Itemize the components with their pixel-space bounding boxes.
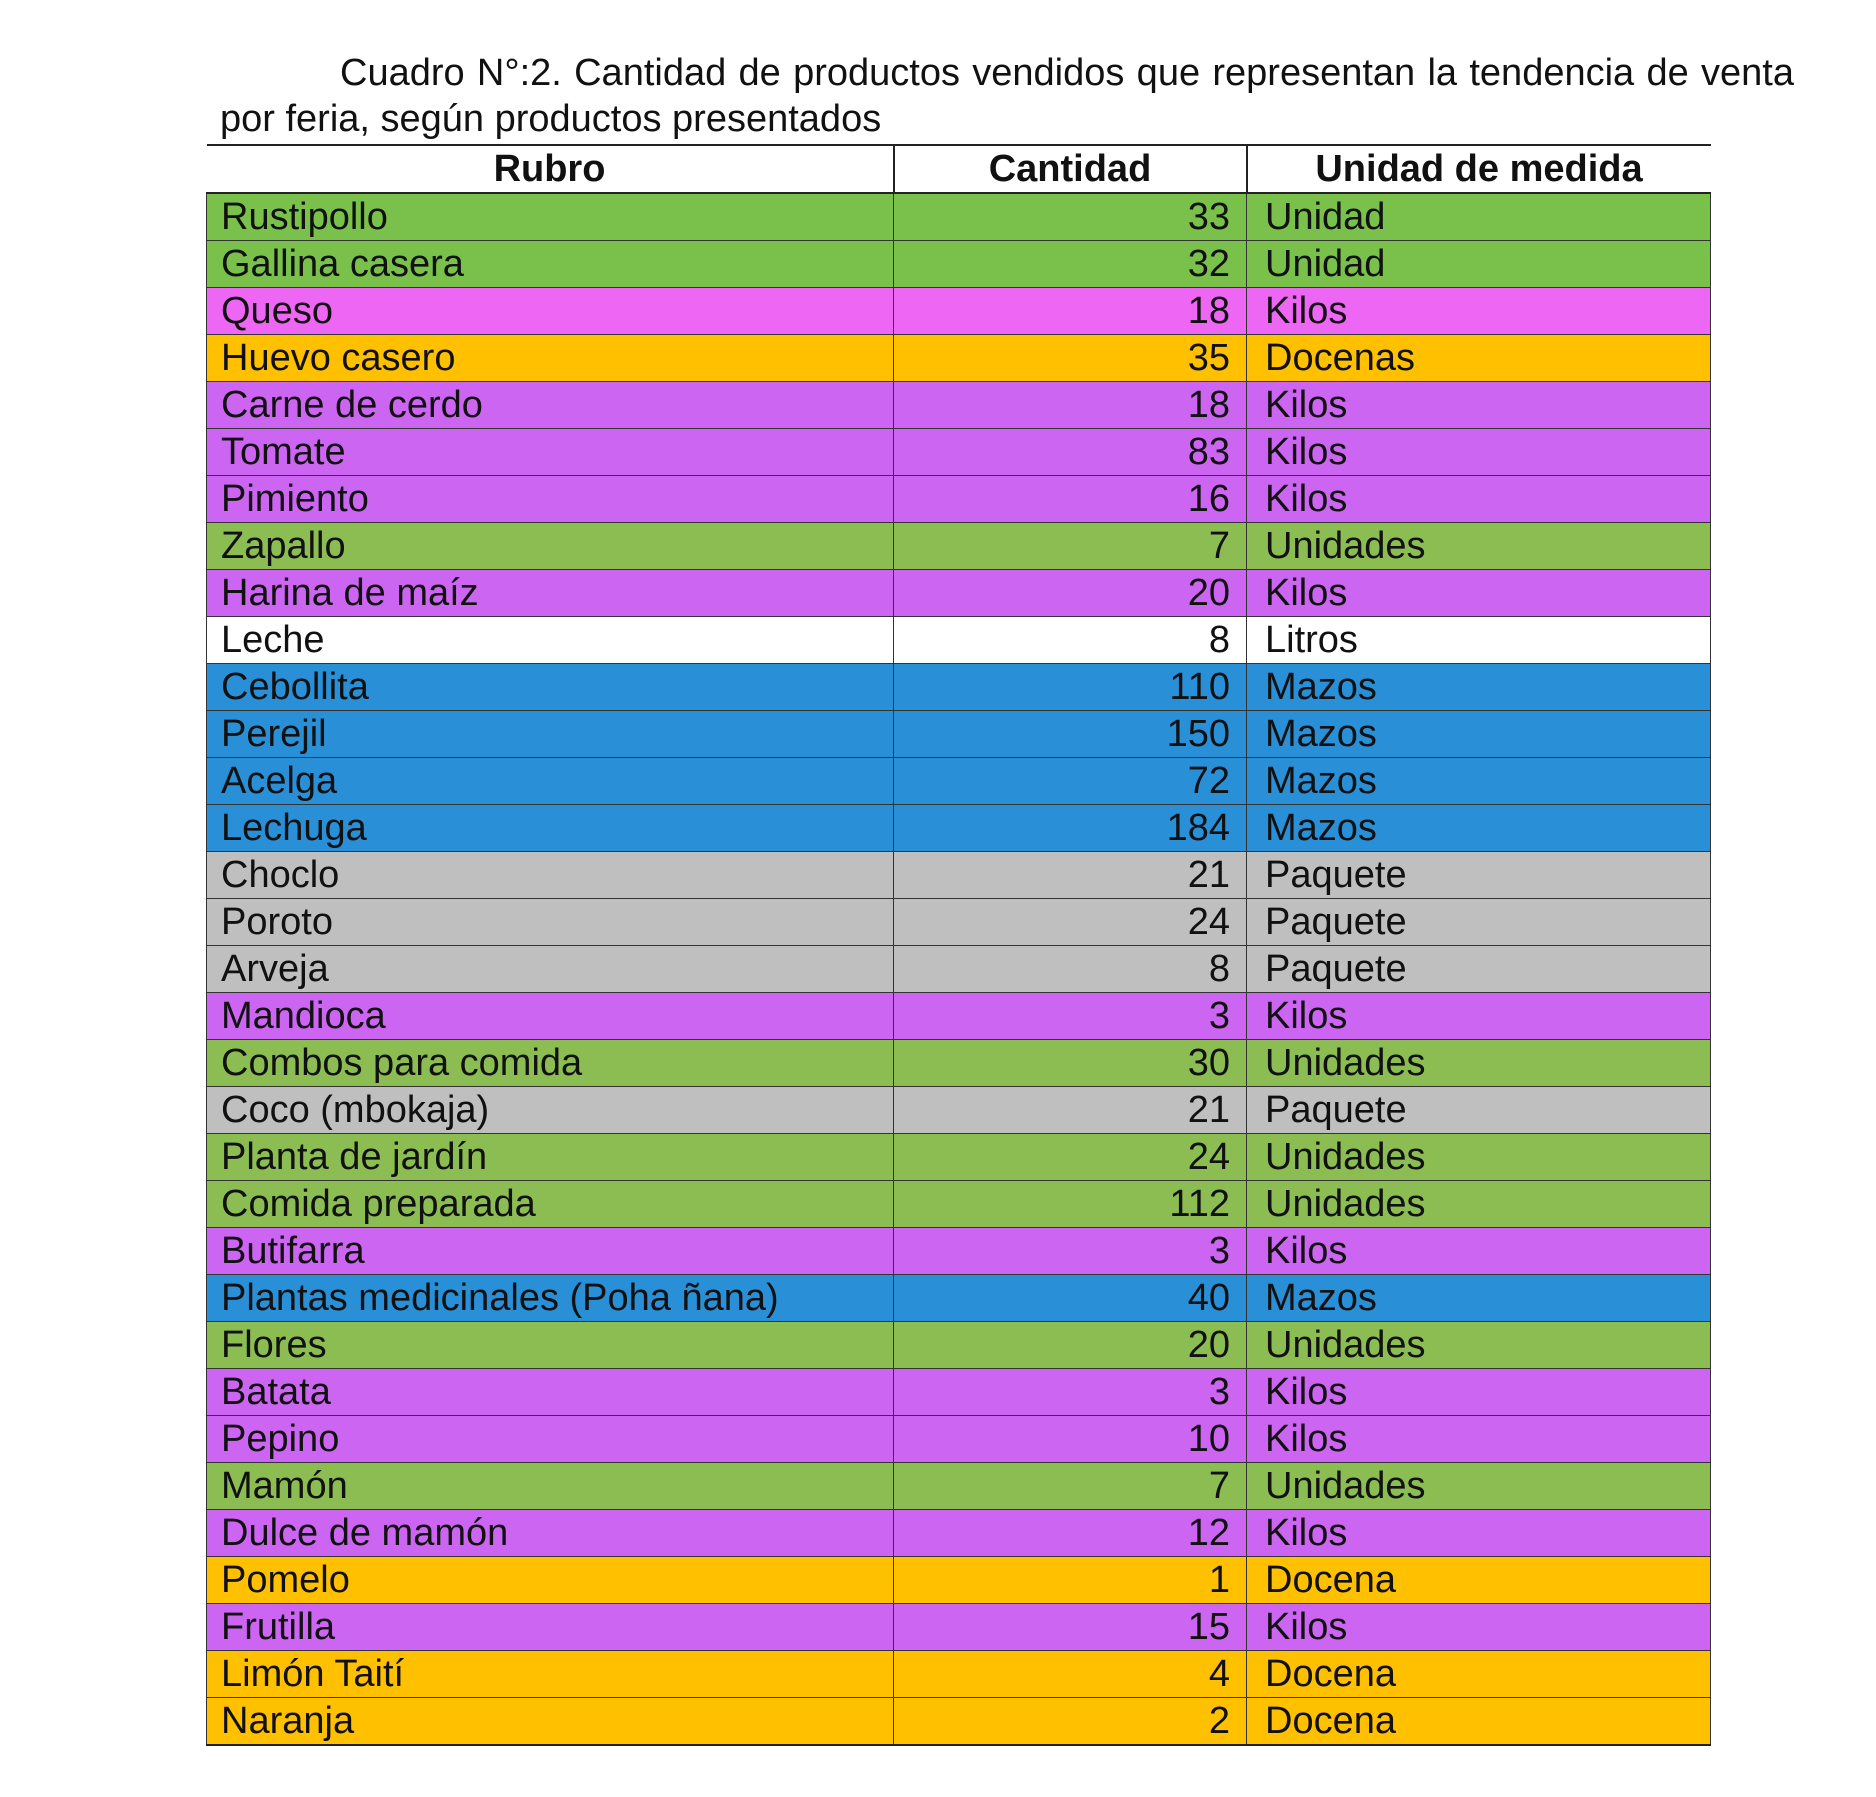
table-row <box>207 382 1711 429</box>
cell-unidad: Kilos <box>1247 1369 1711 1416</box>
cell-unidad: Kilos <box>1247 993 1711 1040</box>
table-row <box>207 476 1711 523</box>
cell-cantidad: 4 <box>894 1651 1247 1698</box>
cell-unidad: Kilos <box>1247 429 1711 476</box>
table-row <box>207 288 1711 335</box>
cell-rubro: Dulce de mamón <box>207 1510 894 1557</box>
cell-unidad: Paquete <box>1247 899 1711 946</box>
cell-rubro: Rustipollo <box>207 193 894 241</box>
table-row <box>207 193 1711 241</box>
cell-cantidad: 32 <box>894 241 1247 288</box>
cell-cantidad: 112 <box>894 1181 1247 1228</box>
cell-rubro: Comida preparada <box>207 1181 894 1228</box>
cell-cantidad: 12 <box>894 1510 1247 1557</box>
cell-cantidad: 3 <box>894 1228 1247 1275</box>
cell-cantidad: 184 <box>894 805 1247 852</box>
cell-rubro: Perejil <box>207 711 894 758</box>
table-body <box>207 193 1711 1745</box>
cell-rubro: Batata <box>207 1369 894 1416</box>
cell-unidad: Docena <box>1247 1698 1711 1746</box>
cell-cantidad: 8 <box>894 617 1247 664</box>
cell-cantidad: 3 <box>894 993 1247 1040</box>
cell-unidad: Paquete <box>1247 852 1711 899</box>
table-header <box>207 145 1711 193</box>
table-row <box>207 711 1711 758</box>
cell-unidad: Unidades <box>1247 523 1711 570</box>
cell-cantidad: 110 <box>894 664 1247 711</box>
cell-unidad: Unidades <box>1247 1463 1711 1510</box>
cell-rubro: Arveja <box>207 946 894 993</box>
table-row <box>207 899 1711 946</box>
table-row <box>207 1322 1711 1369</box>
cell-unidad: Kilos <box>1247 1228 1711 1275</box>
cell-unidad: Kilos <box>1247 288 1711 335</box>
table-row <box>207 1651 1711 1698</box>
cell-rubro: Mamón <box>207 1463 894 1510</box>
cell-rubro: Choclo <box>207 852 894 899</box>
cell-unidad: Mazos <box>1247 664 1711 711</box>
header-row <box>207 145 1711 193</box>
cell-unidad: Mazos <box>1247 1275 1711 1322</box>
cell-cantidad: 24 <box>894 899 1247 946</box>
table-row <box>207 1604 1711 1651</box>
cell-rubro: Flores <box>207 1322 894 1369</box>
cell-unidad: Kilos <box>1247 1510 1711 1557</box>
cell-rubro: Zapallo <box>207 523 894 570</box>
caption-text: Cuadro N°:2. Cantidad de productos vendidos que representan la tendencia de venta por feria, según productos presentados <box>220 52 1794 140</box>
cell-cantidad: 21 <box>894 1087 1247 1134</box>
cell-rubro: Limón Taití <box>207 1651 894 1698</box>
cell-unidad: Kilos <box>1247 476 1711 523</box>
table-row <box>207 429 1711 476</box>
cell-cantidad: 150 <box>894 711 1247 758</box>
table-row <box>207 1369 1711 1416</box>
cell-cantidad: 8 <box>894 946 1247 993</box>
table-row <box>207 241 1711 288</box>
table-row <box>207 664 1711 711</box>
table-row <box>207 1275 1711 1322</box>
table-row <box>207 758 1711 805</box>
cell-rubro: Leche <box>207 617 894 664</box>
table-row <box>207 1416 1711 1463</box>
cell-rubro: Lechuga <box>207 805 894 852</box>
cell-unidad: Unidades <box>1247 1134 1711 1181</box>
table-row <box>207 1181 1711 1228</box>
table-row <box>207 1040 1711 1087</box>
cell-unidad: Kilos <box>1247 570 1711 617</box>
cell-rubro: Coco (mbokaja) <box>207 1087 894 1134</box>
cell-rubro: Frutilla <box>207 1604 894 1651</box>
cell-unidad: Docena <box>1247 1651 1711 1698</box>
cell-unidad: Mazos <box>1247 711 1711 758</box>
table-row <box>207 993 1711 1040</box>
cell-cantidad: 15 <box>894 1604 1247 1651</box>
cell-cantidad: 7 <box>894 523 1247 570</box>
table-row <box>207 1087 1711 1134</box>
cell-unidad: Litros <box>1247 617 1711 664</box>
cell-unidad: Unidades <box>1247 1181 1711 1228</box>
cell-rubro: Mandioca <box>207 993 894 1040</box>
cell-unidad: Mazos <box>1247 805 1711 852</box>
table-row <box>207 335 1711 382</box>
cell-rubro: Gallina casera <box>207 241 894 288</box>
cell-unidad: Paquete <box>1247 946 1711 993</box>
cell-rubro: Queso <box>207 288 894 335</box>
table-row <box>207 1510 1711 1557</box>
cell-unidad: Kilos <box>1247 382 1711 429</box>
table-row <box>207 1698 1711 1746</box>
cell-cantidad: 3 <box>894 1369 1247 1416</box>
table-row <box>207 570 1711 617</box>
cell-cantidad: 83 <box>894 429 1247 476</box>
table-row <box>207 1134 1711 1181</box>
cell-rubro: Huevo casero <box>207 335 894 382</box>
cell-rubro: Butifarra <box>207 1228 894 1275</box>
cell-cantidad: 35 <box>894 335 1247 382</box>
cell-cantidad: 16 <box>894 476 1247 523</box>
table-caption <box>220 50 1794 142</box>
table-row <box>207 617 1711 664</box>
table-row <box>207 805 1711 852</box>
cell-unidad: Unidad <box>1247 241 1711 288</box>
cell-rubro: Plantas medicinales (Poha ñana) <box>207 1275 894 1322</box>
header-cantidad: Cantidad <box>894 145 1247 193</box>
cell-rubro: Naranja <box>207 1698 894 1746</box>
table-row <box>207 1557 1711 1604</box>
cell-rubro: Tomate <box>207 429 894 476</box>
cell-cantidad: 1 <box>894 1557 1247 1604</box>
cell-unidad: Unidad <box>1247 193 1711 241</box>
cell-rubro: Acelga <box>207 758 894 805</box>
cell-cantidad: 40 <box>894 1275 1247 1322</box>
cell-cantidad: 20 <box>894 1322 1247 1369</box>
cell-cantidad: 30 <box>894 1040 1247 1087</box>
table-row <box>207 946 1711 993</box>
cell-rubro: Pepino <box>207 1416 894 1463</box>
products-table <box>206 144 1711 1746</box>
cell-cantidad: 7 <box>894 1463 1247 1510</box>
table-row <box>207 1463 1711 1510</box>
cell-cantidad: 21 <box>894 852 1247 899</box>
header-unidad: Unidad de medida <box>1247 145 1711 193</box>
cell-rubro: Pomelo <box>207 1557 894 1604</box>
cell-rubro: Harina de maíz <box>207 570 894 617</box>
cell-unidad: Paquete <box>1247 1087 1711 1134</box>
cell-rubro: Planta de jardín <box>207 1134 894 1181</box>
cell-cantidad: 33 <box>894 193 1247 241</box>
cell-cantidad: 10 <box>894 1416 1247 1463</box>
cell-rubro: Pimiento <box>207 476 894 523</box>
cell-unidad: Unidades <box>1247 1040 1711 1087</box>
cell-cantidad: 18 <box>894 382 1247 429</box>
cell-unidad: Mazos <box>1247 758 1711 805</box>
cell-unidad: Kilos <box>1247 1416 1711 1463</box>
table-row <box>207 1228 1711 1275</box>
cell-unidad: Kilos <box>1247 1604 1711 1651</box>
table-row <box>207 852 1711 899</box>
cell-cantidad: 72 <box>894 758 1247 805</box>
cell-unidad: Docena <box>1247 1557 1711 1604</box>
cell-cantidad: 18 <box>894 288 1247 335</box>
cell-unidad: Unidades <box>1247 1322 1711 1369</box>
cell-rubro: Cebollita <box>207 664 894 711</box>
cell-rubro: Carne de cerdo <box>207 382 894 429</box>
cell-unidad: Docenas <box>1247 335 1711 382</box>
cell-cantidad: 24 <box>894 1134 1247 1181</box>
cell-cantidad: 2 <box>894 1698 1247 1746</box>
cell-rubro: Poroto <box>207 899 894 946</box>
header-rubro: Rubro <box>207 145 894 193</box>
cell-rubro: Combos para comida <box>207 1040 894 1087</box>
table-row <box>207 523 1711 570</box>
cell-cantidad: 20 <box>894 570 1247 617</box>
